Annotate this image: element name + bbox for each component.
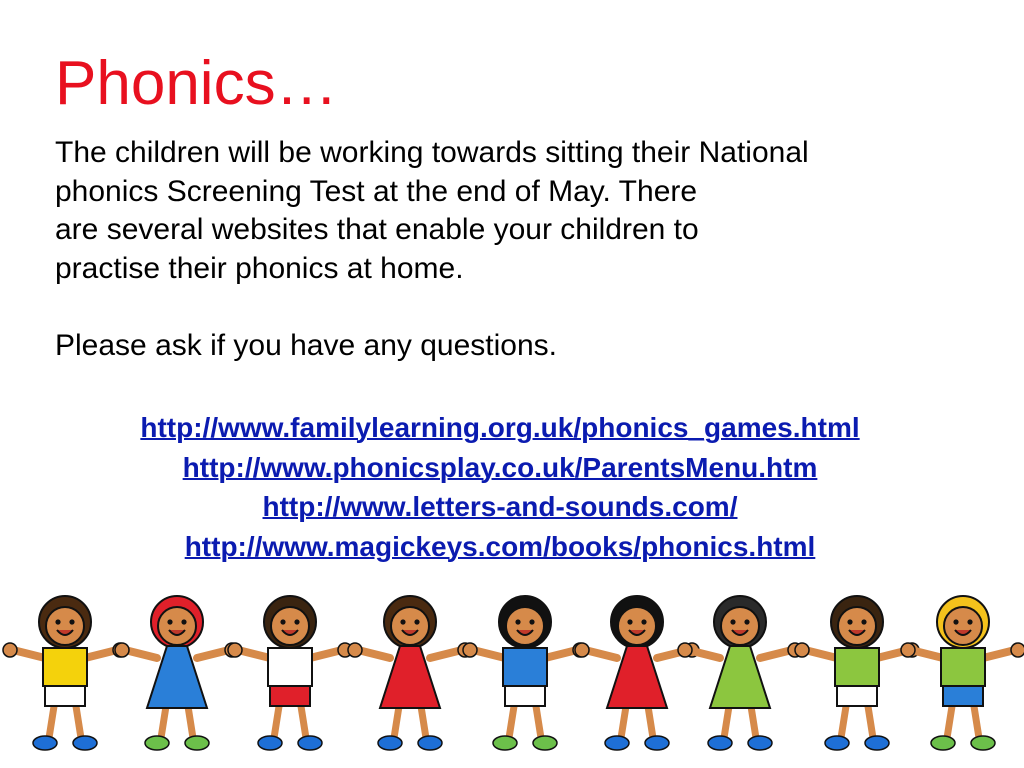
paragraph-spacer xyxy=(55,288,809,327)
body-line: are several websites that enable your children to xyxy=(55,213,699,246)
body-line: The children will be working towards sitting their National xyxy=(55,136,809,169)
link-letters-and-sounds[interactable]: http://www.letters-and-sounds.com/ xyxy=(262,491,738,522)
body-line: practise their phonics at home. xyxy=(55,251,464,285)
child-figure xyxy=(795,596,919,750)
questions-line: Please ask if you have any questions. xyxy=(55,328,557,362)
website-links xyxy=(0,408,1000,566)
link-phonicsplay[interactable]: http://www.phonicsplay.co.uk/ParentsMenu.htm xyxy=(182,451,818,483)
children-illustration xyxy=(0,580,1024,768)
child-figure xyxy=(901,596,1024,750)
child-figure xyxy=(575,596,699,750)
child-figure xyxy=(348,596,472,750)
child-figure xyxy=(678,596,802,750)
link-familylearning[interactable]: http://www.familylearning.org.uk/phonics_games.html xyxy=(140,412,860,443)
child-figure xyxy=(463,596,587,750)
body-text xyxy=(55,134,809,365)
link-magickeys[interactable]: http://www.magickeys.com/books/phonics.html xyxy=(184,530,816,562)
slide-title: Phonics… xyxy=(55,49,338,118)
child-figure xyxy=(115,596,239,750)
body-line: phonics Screening Test at the end of May. There xyxy=(55,174,698,208)
child-figure xyxy=(3,596,127,750)
child-figure xyxy=(228,596,352,750)
